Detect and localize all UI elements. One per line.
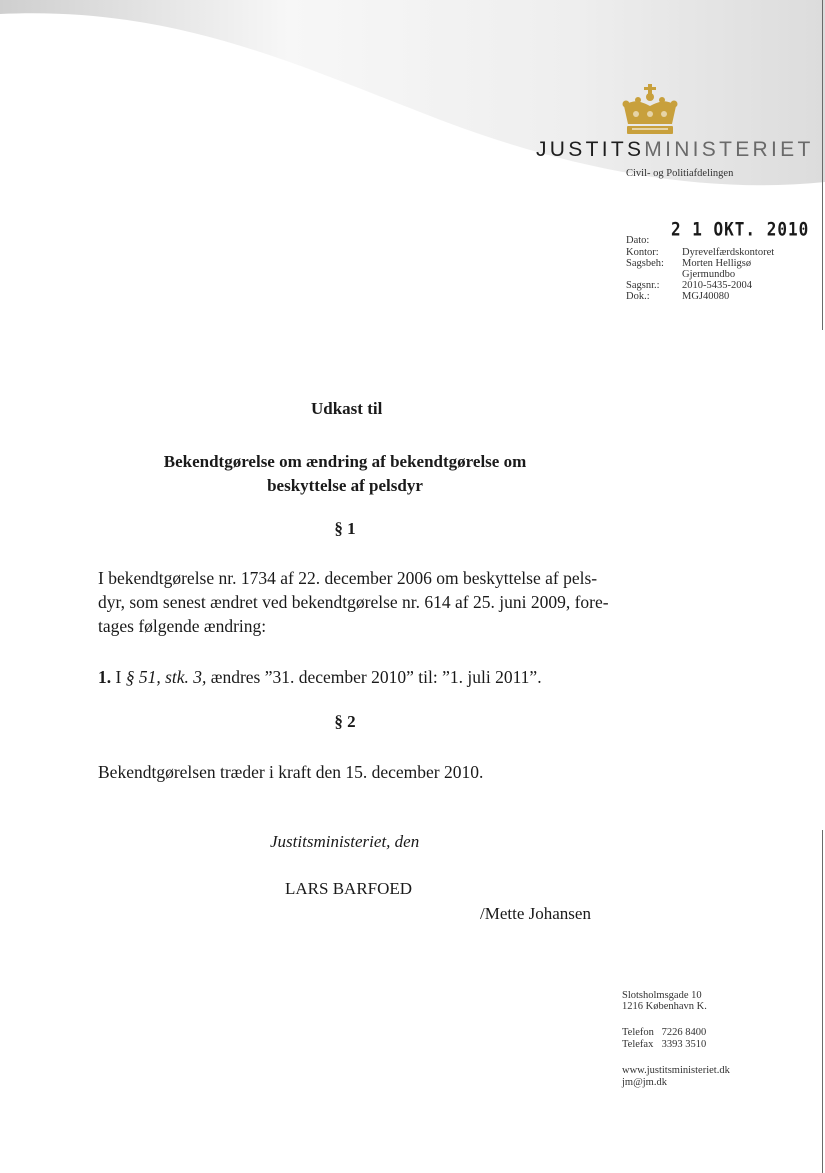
case-number-label: Sagsnr.: [626,280,660,291]
amendment-number: 1. [98,667,112,687]
address-city: 1216 København K. [622,1001,707,1012]
crown-icon [620,84,680,136]
date-stamp: 2 1 OKT. 2010 [671,218,810,240]
handler-value-line2: Gjermundbo [682,269,736,280]
document-title [100,450,590,498]
fax-value: 3393 3510 [661,1039,707,1050]
minister-name: LARS BARFOED [285,879,413,898]
section-2-paragraph: Bekendtgørelsen træder i kraft den 15. december 2010. [98,762,484,782]
amendment-item [98,665,618,689]
document-title-line2: beskyttelse af pelsdyr [267,476,423,495]
email-link[interactable]: jm@jm.dk [622,1077,667,1088]
fax-label: Telefax [622,1039,654,1050]
handler-label: Sagsbeh: [626,258,664,269]
fax-row [622,1039,706,1050]
section-1-line2: dyr, som senest ændret ved bekendtgørelse nr. 614 af 25. juni 2009, fore- [98,592,609,612]
section-1-line1: I bekendtgørelse nr. 1734 af 22. december 2006 om beskyttelse af pels- [98,568,598,588]
phone-value: 7226 8400 [661,1027,707,1038]
department-name: Civil- og Politiafdelingen [626,168,734,179]
handler-value-line1: Morten Helligsø [682,258,752,269]
phone-label: Telefon [622,1027,654,1038]
website-link[interactable]: www.justitsministeriet.dk [622,1065,730,1076]
section-1-line3: tages følgende ændring: [98,616,267,636]
amendment-reference: § 51, stk. 3, [125,667,207,687]
case-number-value: 2010-5435-2004 [682,280,752,291]
office-label: Kontor: [626,247,659,258]
phone-row [622,1027,706,1038]
draft-heading: Udkast til [311,399,383,418]
signature-place-date: Justitsministeriet, den [270,832,420,851]
section-1-paragraph [98,566,618,638]
date-label: Dato: [626,235,650,246]
address-street: Slotsholmsgade 10 [622,990,702,1001]
page-edge-line [822,830,823,1173]
section-2-heading: § 2 [334,712,356,731]
page-edge-line [822,0,823,330]
amendment-text: ændres ”31. december 2010” til: ”1. juli 2011”. [210,667,542,687]
wordmark-part1: JUSTITS [536,138,645,161]
letterhead-wave [0,0,825,230]
section-1-heading: § 1 [334,519,356,538]
amendment-prefix: I [115,667,122,687]
document-number-value: MGJ40080 [682,291,730,302]
official-name: /Mette Johansen [480,904,591,923]
wordmark-part2: MINISTERIET [644,138,814,161]
ministry-wordmark [536,138,814,162]
document-title-line1: Bekendtgørelse om ændring af bekendtgørelse om [163,452,527,471]
document-number-label: Dok.: [626,291,650,302]
office-value: Dyrevelfærdskontoret [682,247,775,258]
